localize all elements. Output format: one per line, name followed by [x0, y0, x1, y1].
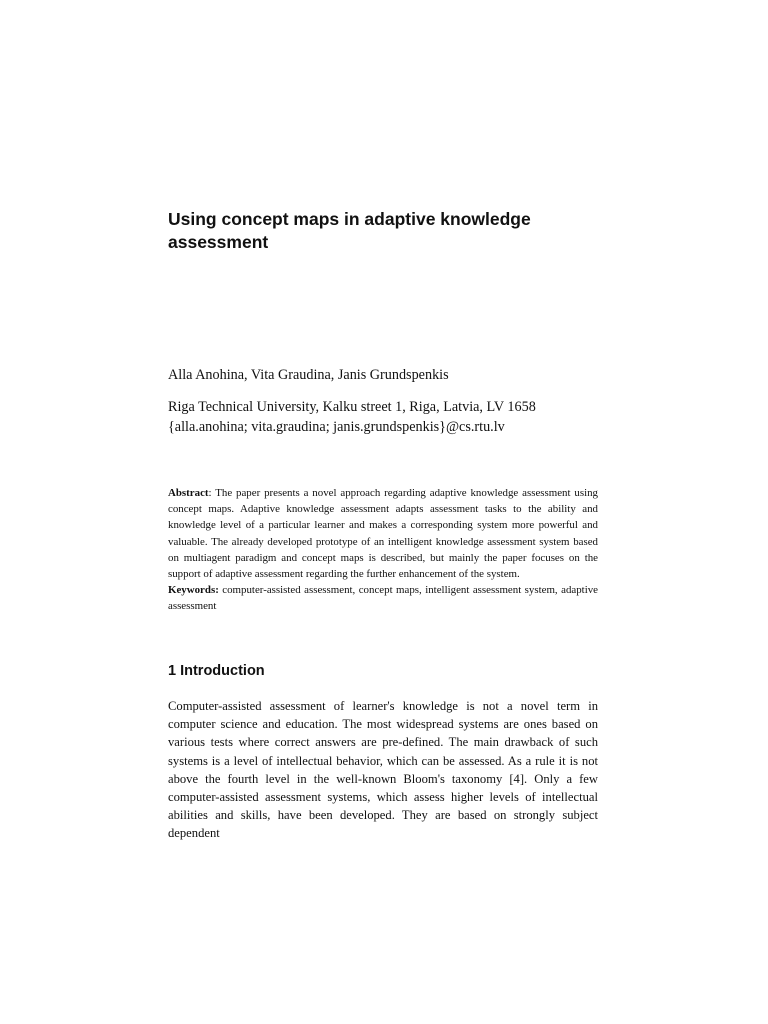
- keywords-label: Keywords:: [168, 584, 219, 597]
- keywords-text: computer-assisted assessment, concept maps, intelligent assessment system, adaptive assessment: [168, 584, 598, 613]
- author-emails: {alla.anohina; vita.graudina; janis.grundspenkis}@cs.rtu.lv: [168, 419, 505, 435]
- abstract-paragraph: [168, 485, 598, 582]
- abstract-separator: :: [208, 487, 212, 499]
- abstract-text: The paper presents a novel approach regarding adaptive knowledge assessment using concept maps. Adaptive knowledge assessment adapts assessment tasks to the ability and knowledge level of a particular learner and makes a corresponding system more powerful and valuable. The already developed prototype of an intelligent knowledge assessment system based on multiagent paradigm and concept maps is described, but mainly the paper focuses on the support of adaptive assessment regarding the further enhancement of the system.: [168, 487, 598, 581]
- introduction-paragraph: Computer-assisted assessment of learner's knowledge is not a novel term in computer science and education. The most widespread systems are ones based on various tests where correct answers are pre-defined. The main drawback of such systems is a level of intellectual behavior, which can be assessed. As a rule it is not above the fourth level in the well-known Bloom's taxonomy [4]. Only a few computer-assisted assessment systems, which assess higher levels of intellectual abilities and skills, have been developed. They are based on strongly subject dependent: [168, 699, 598, 841]
- paper-authors: Alla Anohina, Vita Graudina, Janis Grundspenkis: [168, 367, 449, 383]
- abstract-block: [168, 485, 598, 615]
- abstract-label: Abstract: [168, 487, 209, 499]
- paper-title: Using concept maps in adaptive knowledge assessment: [168, 209, 531, 252]
- author-affiliation-block: [168, 397, 536, 437]
- affiliation-address: Riga Technical University, Kalku street 1, Riga, Latvia, LV 1658: [168, 399, 536, 415]
- keywords-paragraph: [168, 582, 598, 614]
- section-heading-introduction: 1 Introduction: [168, 663, 265, 679]
